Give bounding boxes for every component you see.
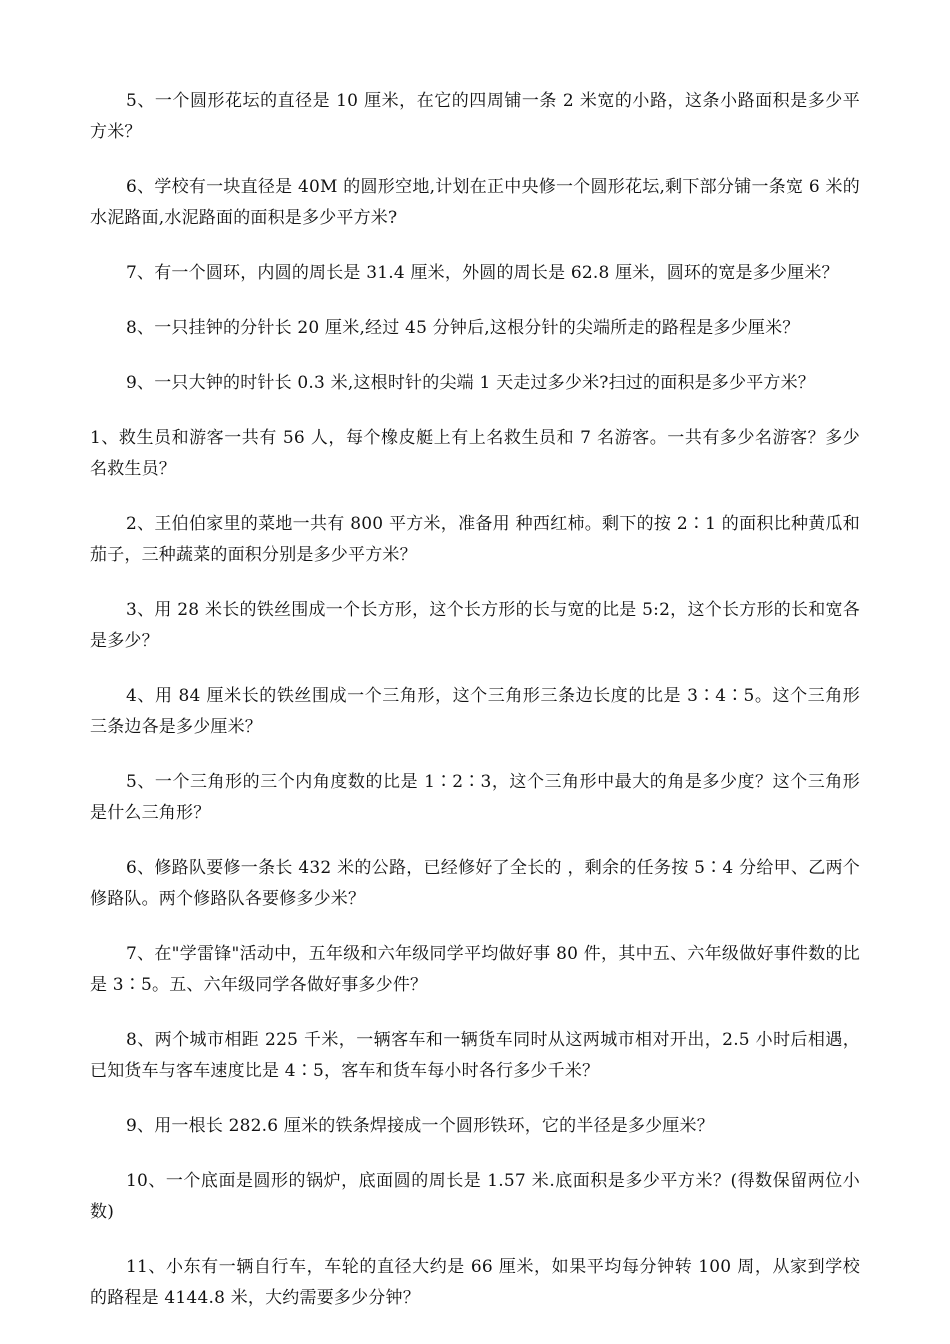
problem-item: 11、小东有一辆自行车，车轮的直径大约是 66 厘米，如果平均每分钟转 100 周，从家到学校的路程是 4144.8 米，大约需要多少分钟？ [90,1257,860,1308]
problem-item: 9、一只大钟的时针长 0.3 米,这根时针的尖端 1 天走过多少米?扫过的面积是多少平方米？ [126,373,815,393]
problem-item: 8、一只挂钟的分针长 20 厘米,经过 45 分钟后,这根分针的尖端所走的路程是多少厘米？ [126,318,800,338]
problem-item: 6、修路队要修一条长 432 米的公路，已经修好了全长的 ，剩余的任务按 5∶4 分给甲、乙两个修路队。两个修路队各要修多少米？ [90,858,860,909]
problem-list [90,86,860,1338]
problem-item: 8、两个城市相距 225 千米，一辆客车和一辆货车同时从这两城市相对开出，2.5 小时后相遇，已知货车与客车速度比是 4∶5，客车和货车每小时各行多少千米？ [90,1030,860,1081]
problem-item: 7、有一个圆环，内圆的周长是 31.4 厘米，外圆的周长是 62.8 厘米，圆环的宽是多少厘米？ [126,263,839,283]
problem-item: 9、用一根长 282.6 厘米的铁条焊接成一个圆形铁环，它的半径是多少厘米？ [126,1116,714,1136]
problem-item: 2、王伯伯家里的菜地一共有 800 平方米，准备用 种西红柿。剩下的按 2∶1 的面积比种黄瓜和茄子，三种蔬菜的面积分别是多少平方米？ [90,514,860,565]
problem-item: 7、在"学雷锋"活动中，五年级和六年级同学平均做好事 80 件，其中五、六年级做好事件数的比是 3∶5。五、六年级同学各做好事多少件？ [90,944,860,995]
problem-item: 3、用 28 米长的铁丝围成一个长方形，这个长方形的长与宽的比是 5:2，这个长方形的长和宽各是多少？ [90,600,860,651]
problem-item: 5、一个三角形的三个内角度数的比是 1∶2∶3，这个三角形中最大的角是多少度？这个三角形是什么三角形？ [90,772,860,823]
problem-item: 10、一个底面是圆形的锅炉，底面圆的周长是 1.57 米.底面积是多少平方米？(得数保留两位小数) [90,1171,860,1222]
problem-item: 1、救生员和游客一共有 56 人，每个橡皮艇上有上名救生员和 7 名游客。一共有多少名游客？多少名救生员？ [90,428,860,479]
problem-item: 4、用 84 厘米长的铁丝围成一个三角形，这个三角形三条边长度的比是 3∶4∶5。这个三角形三条边各是多少厘米？ [90,686,860,737]
problem-item: 6、学校有一块直径是 40M 的圆形空地,计划在正中央修一个圆形花坛,剩下部分铺一条宽 6 米的水泥路面,水泥路面的面积是多少平方米? [90,177,860,228]
problem-item: 5、一个圆形花坛的直径是 10 厘米，在它的四周铺一条 2 米宽的小路，这条小路面积是多少平方米？ [90,91,860,142]
